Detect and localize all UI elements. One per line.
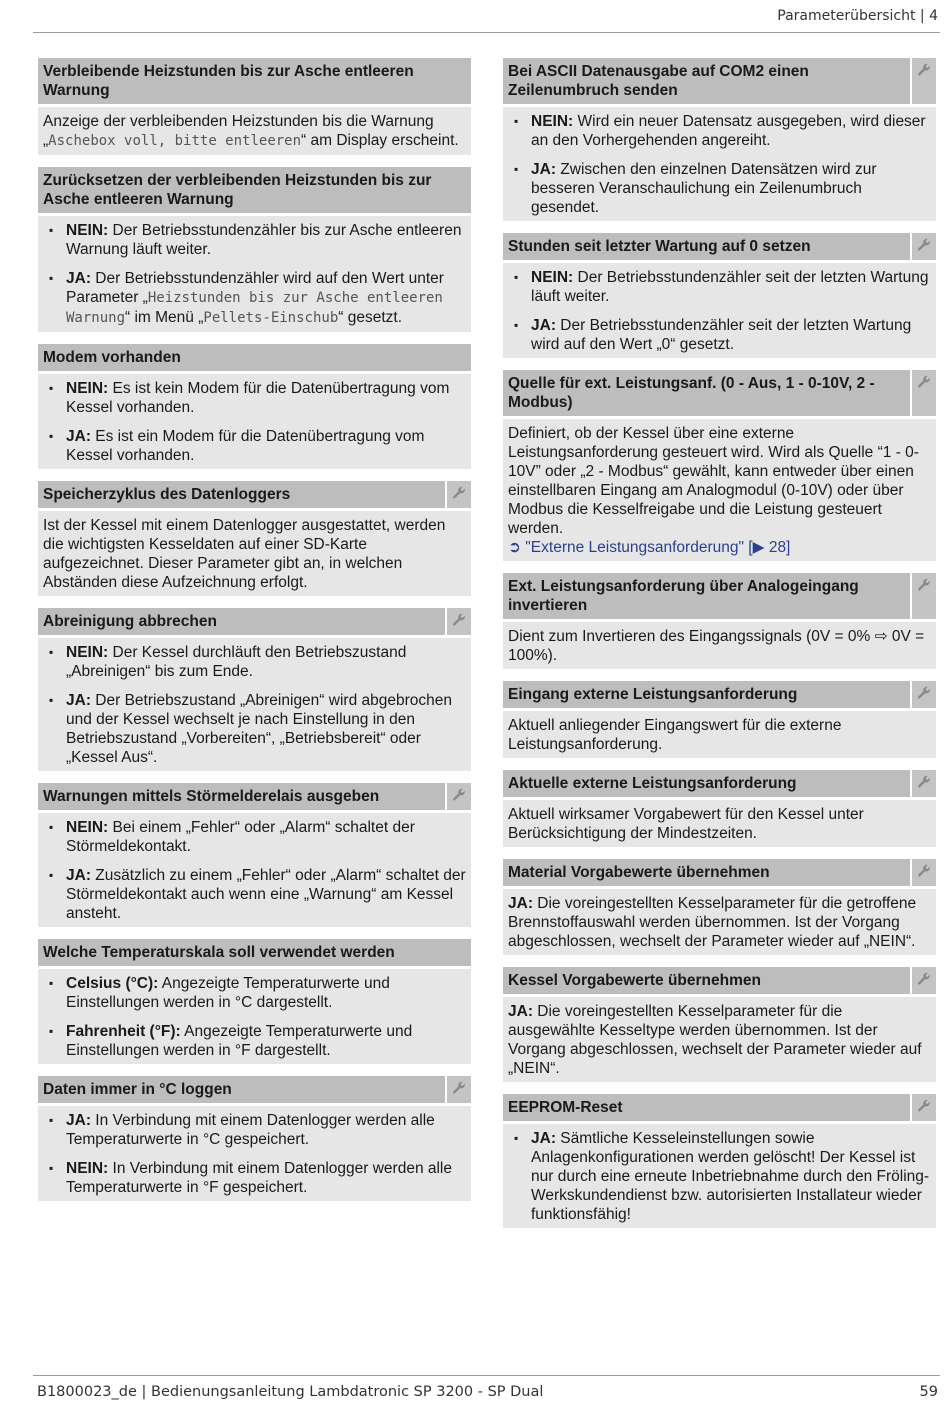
link-arrow-icon: ➲ xyxy=(508,539,521,556)
header-chapter: Parameterübersicht | 4 xyxy=(777,8,938,24)
list-item: ▪ Fahrenheit (°F): Angezeigte Temperaturwerte und Einstellungen werden in °F dargestellt. xyxy=(43,1022,466,1060)
section-boiler-defaults xyxy=(503,967,936,1082)
section-material-defaults xyxy=(503,859,936,955)
section-body xyxy=(503,622,936,669)
section-title: Quelle für ext. Leistungsanf. (0 - Aus, 1 - 0-10V, 2 - Modbus) xyxy=(508,375,875,411)
section-title: Warnungen mittels Störmelderelais ausgeben xyxy=(43,788,380,805)
section-body xyxy=(38,1106,471,1201)
section-body xyxy=(38,511,471,596)
section-body xyxy=(503,889,936,955)
section-body xyxy=(38,813,471,927)
section-input-ext-power xyxy=(503,681,936,758)
parameter-name: Heizstunden bis zur Asche entleeren Warnung xyxy=(66,290,443,326)
section-ext-power-source xyxy=(503,370,936,561)
section-text: JA: Die voreingestellten Kesselparameter für die getroffene Brennstoffauswahl werden übernommen. Ist der Vorgang abgeschlossen, wechselt der Parameter wieder auf „NEIN“. xyxy=(508,895,917,950)
right-column xyxy=(503,58,936,1240)
section-log-celsius xyxy=(38,1076,471,1201)
list-item: ▪ NEIN: Der Kessel durchläuft den Betriebszustand „Abreinigen“ bis zum Ende. xyxy=(43,643,466,681)
list-item: ▪ NEIN: Bei einem „Fehler“ oder „Alarm“ schaltet der Störmeldekontakt. xyxy=(43,818,466,856)
section-remaining-heating-hours xyxy=(38,58,471,155)
section-title-bar xyxy=(503,859,936,886)
section-body xyxy=(503,107,936,221)
section-title: Ext. Leistungsanforderung über Analogeingang invertieren xyxy=(508,578,859,614)
wrench-icon xyxy=(910,233,936,260)
list-item: ▪ JA: Der Betriebsstundenzähler seit der letzten Wartung wird auf den Wert „0“ gesetzt. xyxy=(508,316,931,354)
wrench-icon xyxy=(445,608,471,635)
section-reset-maintenance-hours xyxy=(503,233,936,358)
page-number: 59 xyxy=(919,1384,938,1400)
section-text: Ist der Kessel mit einem Datenlogger ausgestattet, werden die wichtigsten Kesseldaten auf einer SD-Karte aufgezeichnet. Dieser Parameter gibt an, in welchen Abständen diese Aufzeichnung erfolgt. xyxy=(43,517,446,591)
wrench-icon xyxy=(445,1076,471,1103)
section-datalogger-cycle xyxy=(38,481,471,596)
footer-document-id: B1800023_de | Bedienungsanleitung Lambdatronic SP 3200 - SP Dual xyxy=(37,1384,544,1400)
section-text: Definiert, ob der Kessel über eine externe Leistungsanforderung gesteuert wird. Wird als Quelle “1 - 0-10V” oder „2 - Modbus“ gewählt, kann entweder über einen einstellbaren Eingang am Analogmodul (0-10V) oder über Modbus die Kesselfreigabe und die Leistung gesteuert werden. xyxy=(508,425,919,537)
wrench-icon xyxy=(910,859,936,886)
list-item: ▪ JA: In Verbindung mit einem Datenlogger werden alle Temperaturwerte in °C gespeichert. xyxy=(43,1111,466,1149)
section-body xyxy=(503,711,936,758)
section-body xyxy=(38,969,471,1064)
list-item: ▪ JA: Zwischen den einzelnen Datensätzen wird zur besseren Veranschaulichung ein Zeilenumbruch gesendet. xyxy=(508,160,931,217)
list-item: ▪ JA: Der Betriebsstundenzähler wird auf den Wert unter Parameter „Heizstunden bis zur Asche entleeren Warnung“ im Menü „Pellets-Einschub“ gesetzt. xyxy=(43,269,466,328)
section-title-bar xyxy=(503,967,936,994)
section-title-bar xyxy=(503,370,936,416)
section-title-bar xyxy=(38,481,471,508)
section-abort-cleaning xyxy=(38,608,471,771)
section-body xyxy=(38,216,471,332)
menu-name: Pellets-Einschub xyxy=(203,310,339,326)
wrench-icon xyxy=(910,58,936,104)
section-body xyxy=(503,419,936,561)
wrench-icon xyxy=(910,573,936,619)
section-reset-heating-hours xyxy=(38,167,471,332)
section-title: Modem vorhanden xyxy=(38,344,471,371)
list-item: ▪ NEIN: Es ist kein Modem für die Datenübertragung vom Kessel vorhanden. xyxy=(43,379,466,417)
section-title-bar xyxy=(503,573,936,619)
section-title: Verbleibende Heizstunden bis zur Asche entleeren Warnung xyxy=(38,58,471,104)
section-invert-analog-input xyxy=(503,573,936,669)
section-title: Zurücksetzen der verbleibenden Heizstunden bis zur Asche entleeren Warnung xyxy=(38,167,471,213)
section-body xyxy=(38,638,471,771)
section-ascii-line-break xyxy=(503,58,936,221)
section-body xyxy=(503,263,936,358)
page-header xyxy=(33,0,940,33)
section-body xyxy=(503,800,936,847)
section-text: JA: Die voreingestellten Kesselparameter für die ausgewählte Kesseltype werden übernommen. Ist der Vorgang abgeschlossen, wechselt der Parameter wieder auf „NEIN“. xyxy=(508,1003,922,1077)
wrench-icon xyxy=(910,370,936,416)
section-title: Speicherzyklus des Datenloggers xyxy=(43,486,291,503)
list-item: ▪ JA: Zusätzlich zu einem „Fehler“ oder „Alarm“ schaltet der Störmeldekontakt auch wenn eine „Warnung“ am Kessel ansteht. xyxy=(43,866,466,923)
list-item: ▪ NEIN: Der Betriebsstundenzähler seit der letzten Wartung läuft weiter. xyxy=(508,268,931,306)
section-title: Welche Temperaturskala soll verwendet werden xyxy=(38,939,471,966)
section-title: EEPROM-Reset xyxy=(508,1099,623,1116)
display-message: Aschebox voll, bitte entleeren xyxy=(48,133,302,149)
wrench-icon xyxy=(445,783,471,810)
section-title: Abreinigung abbrechen xyxy=(43,613,217,630)
list-item: ▪ NEIN: Der Betriebsstundenzähler bis zur Asche entleeren Warnung läuft weiter. xyxy=(43,221,466,259)
section-title: Aktuelle externe Leistungsanforderung xyxy=(508,775,797,792)
section-title: Daten immer in °C loggen xyxy=(43,1081,232,1098)
wrench-icon xyxy=(910,1094,936,1121)
left-column xyxy=(38,58,471,1213)
section-title: Eingang externe Leistungsanforderung xyxy=(508,686,798,703)
section-body xyxy=(38,374,471,469)
section-title-bar xyxy=(38,608,471,635)
section-title-bar xyxy=(503,233,936,260)
section-title: Stunden seit letzter Wartung auf 0 setzen xyxy=(508,238,811,255)
section-title-bar xyxy=(38,783,471,810)
section-title-bar xyxy=(503,58,936,104)
section-current-ext-power xyxy=(503,770,936,847)
section-title-bar xyxy=(503,770,936,797)
section-temperature-scale xyxy=(38,939,471,1064)
wrench-icon xyxy=(910,770,936,797)
list-item: ▪ Celsius (°C): Angezeigte Temperaturwerte und Einstellungen werden in °C dargestellt. xyxy=(43,974,466,1012)
section-title: Kessel Vorgabewerte übernehmen xyxy=(508,972,761,989)
section-title: Bei ASCII Datenausgabe auf COM2 einen Zeilenumbruch senden xyxy=(508,63,809,99)
section-text: Dient zum Invertieren des Eingangssignals (0V = 0% ⇨ 0V = 100%). xyxy=(508,628,925,664)
section-title-bar xyxy=(503,681,936,708)
section-body xyxy=(503,1124,936,1228)
section-body xyxy=(503,997,936,1082)
wrench-icon xyxy=(445,481,471,508)
section-title-bar xyxy=(38,1076,471,1103)
section-title: Material Vorgabewerte übernehmen xyxy=(508,864,770,881)
section-eeprom-reset xyxy=(503,1094,936,1228)
list-item: ▪ JA: Es ist ein Modem für die Datenübertragung vom Kessel vorhanden. xyxy=(43,427,466,465)
list-item: ▪ NEIN: Wird ein neuer Datensatz ausgegeben, wird dieser an den Vorhergehenden angereiht. xyxy=(508,112,931,150)
wrench-icon xyxy=(910,967,936,994)
cross-reference-link[interactable]: ➲ "Externe Leistungsanforderung" [▶ 28] xyxy=(508,539,791,556)
section-text: Aktuell anliegender Eingangswert für die externe Leistungsanforderung. xyxy=(508,717,842,753)
section-modem xyxy=(38,344,471,469)
list-item: ▪ NEIN: In Verbindung mit einem Datenlogger werden alle Temperaturwerte in °F gespeichert. xyxy=(43,1159,466,1197)
section-text: Anzeige der verbleibenden Heizstunden bis die Warnung „Aschebox voll, bitte entleeren“ am Display erscheint. xyxy=(43,113,459,149)
wrench-icon xyxy=(910,681,936,708)
list-item: ▪ JA: Der Betriebszustand „Abreinigen“ wird abgebrochen und der Kessel wechselt je nach Einstellung in den Betriebszustand „Vorbereiten“, „Betriebsbereit“ oder „Kessel Aus“. xyxy=(43,691,466,767)
section-title-bar xyxy=(503,1094,936,1121)
section-body xyxy=(38,107,471,155)
section-fault-relay-warnings xyxy=(38,783,471,927)
section-text: Aktuell wirksamer Vorgabewert für den Kessel unter Berücksichtigung der Mindestzeiten. xyxy=(508,806,864,842)
list-item: ▪ JA: Sämtliche Kesseleinstellungen sowie Anlagenkonfigurationen werden gelöscht! Der Kessel ist nur durch eine erneute Inbetriebnahme durch den Fröling-Werkskundendienst bzw. autorisierten Installateur wieder funktionsfähig! xyxy=(508,1129,931,1224)
page-footer xyxy=(33,1375,940,1400)
